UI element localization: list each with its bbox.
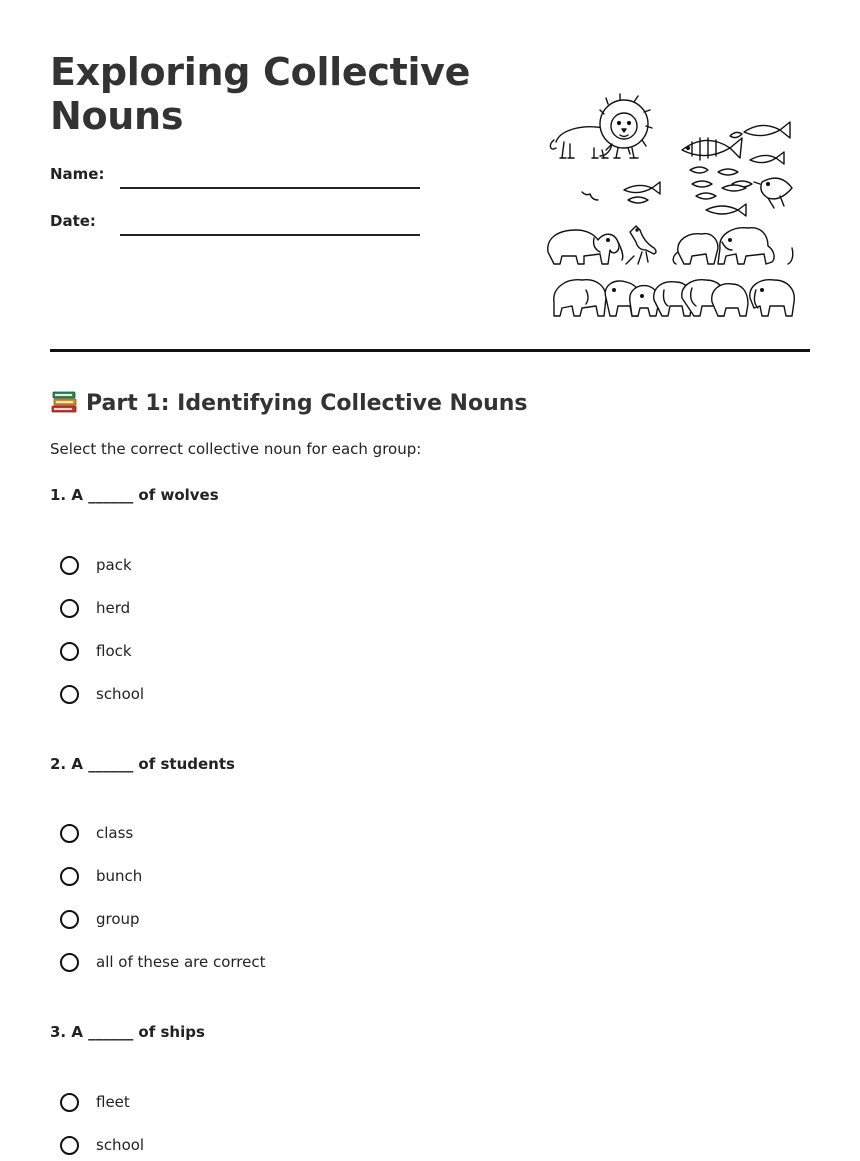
option-label: fleet	[96, 1093, 130, 1111]
q2-option-class[interactable]	[60, 821, 133, 845]
part1-title: Part 1: Identifying Collective Nouns	[86, 391, 528, 416]
part1-heading	[50, 388, 528, 416]
worksheet-page	[50, 0, 810, 1161]
q3-option-school[interactable]	[60, 1133, 144, 1157]
radio-button[interactable]	[60, 556, 79, 575]
radio-button[interactable]	[60, 867, 79, 886]
option-label: bunch	[96, 867, 143, 885]
elephants-herd-drawing	[554, 280, 794, 316]
q3-option-fleet[interactable]	[60, 1090, 130, 1114]
option-label: school	[96, 1136, 145, 1154]
question-1: 1. A ______ of wolves	[50, 486, 219, 504]
question-2: 2. A ______ of students	[50, 755, 235, 773]
q2-option-all-correct[interactable]	[60, 950, 266, 974]
radio-button[interactable]	[60, 910, 79, 929]
option-label: pack	[96, 556, 132, 574]
name-label: Name:	[50, 165, 105, 183]
option-label: herd	[96, 599, 131, 617]
part1-instructions: Select the correct collective noun for each group:	[50, 440, 422, 458]
option-label: flock	[96, 642, 132, 660]
page-title: Exploring Collective Nouns	[50, 50, 471, 138]
date-label: Date:	[50, 212, 96, 230]
radio-button[interactable]	[60, 953, 79, 972]
q1-option-pack[interactable]	[60, 553, 132, 577]
radio-button[interactable]	[60, 1136, 79, 1155]
header-divider	[50, 349, 810, 352]
name-field[interactable]	[120, 187, 420, 189]
q1-option-school[interactable]	[60, 682, 144, 706]
option-label: all of these are correct	[96, 953, 266, 971]
radio-button[interactable]	[60, 642, 79, 661]
option-label: school	[96, 685, 145, 703]
question-3: 3. A ______ of ships	[50, 1023, 205, 1041]
q2-option-bunch[interactable]	[60, 864, 142, 888]
radio-button[interactable]	[60, 1093, 79, 1112]
option-label: group	[96, 910, 140, 928]
radio-button[interactable]	[60, 685, 79, 704]
animals-illustration	[542, 92, 800, 324]
q2-option-group[interactable]	[60, 907, 140, 931]
lion-drawing	[550, 94, 652, 158]
elephants-row-drawing	[548, 226, 793, 264]
books-icon	[50, 388, 78, 414]
q1-option-herd[interactable]	[60, 596, 130, 620]
radio-button[interactable]	[60, 824, 79, 843]
q1-option-flock[interactable]	[60, 639, 132, 663]
date-field[interactable]	[120, 234, 420, 236]
option-label: class	[96, 824, 134, 842]
radio-button[interactable]	[60, 599, 79, 618]
